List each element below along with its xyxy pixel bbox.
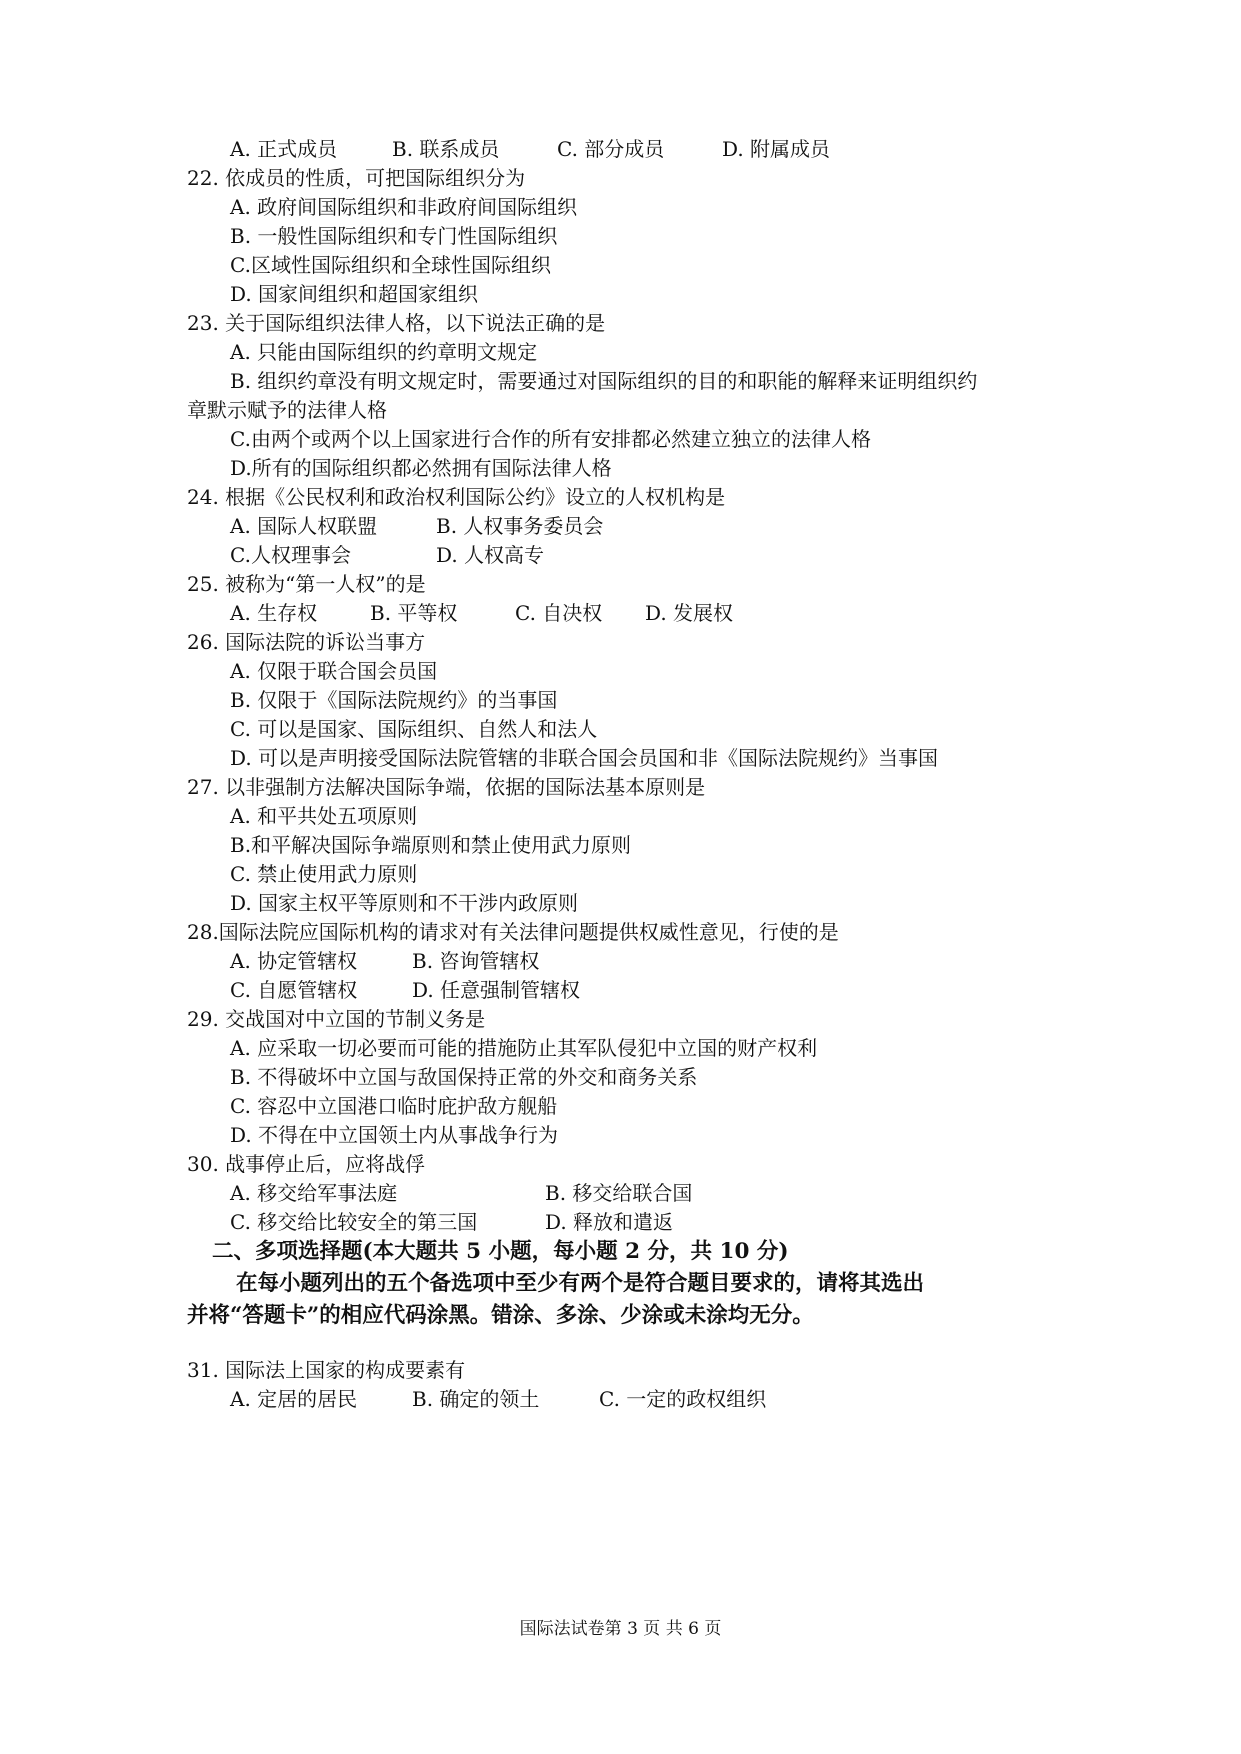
q21-option-b: B. 联系成员 (392, 137, 500, 161)
q21-option-a: A. 正式成员 (230, 137, 338, 161)
page-footer: 国际法试卷第 3 页 共 6 页 (519, 1619, 722, 1639)
q22-option-c: C.区域性国际组织和全球性国际组织 (230, 253, 551, 277)
q30-option-a: A. 移交给军事法庭 (230, 1181, 398, 1205)
q22-option-a: A. 政府间国际组织和非政府间国际组织 (230, 195, 578, 219)
q24-option-b: B. 人权事务委员会 (436, 514, 604, 538)
q23-option-d: D.所有的国际组织都必然拥有国际法律人格 (230, 456, 612, 480)
q22-option-d: D. 国家间组织和超国家组织 (230, 282, 479, 306)
q21-option-c: C. 部分成员 (557, 137, 665, 161)
q30-option-b: B. 移交给联合国 (545, 1181, 693, 1205)
q21-option-d: D. 附属成员 (722, 137, 831, 161)
q24-option-a: A. 国际人权联盟 (230, 514, 378, 538)
q27-stem: 27. 以非强制方法解决国际争端，依据的国际法基本原则是 (187, 775, 706, 799)
q24-stem: 24. 根据《公民权利和政治权利国际公约》设立的人权机构是 (187, 485, 726, 509)
q24-option-c: C.人权理事会 (230, 543, 351, 567)
q27-option-d: D. 国家主权平等原则和不干涉内政原则 (230, 891, 579, 915)
q29-option-d: D. 不得在中立国领土内从事战争行为 (230, 1123, 559, 1147)
q29-option-b: B. 不得破坏中立国与敌国保持正常的外交和商务关系 (230, 1065, 698, 1089)
q30-stem: 30. 战事停止后，应将战俘 (187, 1152, 426, 1176)
q28-option-d: D. 任意强制管辖权 (412, 978, 581, 1002)
q28-stem: 28.国际法院应国际机构的请求对有关法律问题提供权威性意见，行使的是 (187, 920, 839, 944)
q25-option-d: D. 发展权 (645, 601, 734, 625)
q25-stem: 25. 被称为“第一人权”的是 (187, 572, 426, 596)
section-2-instruction-line-2: 并将“答题卡”的相应代码涂黑。错涂、多涂、少涂或未涂均无分。 (187, 1303, 814, 1328)
q28-option-b: B. 咨询管辖权 (412, 949, 540, 973)
q31-option-a: A. 定居的居民 (230, 1387, 358, 1411)
q29-option-a: A. 应采取一切必要而可能的措施防止其军队侵犯中立国的财产权利 (230, 1036, 818, 1060)
q26-option-d: D. 可以是声明接受国际法院管辖的非联合国会员国和非《国际法院规约》当事国 (230, 746, 939, 770)
q23-stem: 23. 关于国际组织法律人格，以下说法正确的是 (187, 311, 606, 335)
section-2-instruction-line-1: 在每小题列出的五个备选项中至少有两个是符合题目要求的，请将其选出 (236, 1271, 925, 1296)
q29-stem: 29. 交战国对中立国的节制义务是 (187, 1007, 486, 1031)
q30-option-d: D. 释放和遣返 (545, 1210, 674, 1234)
q26-option-a: A. 仅限于联合国会员国 (230, 659, 438, 683)
q28-option-a: A. 协定管辖权 (230, 949, 358, 973)
q25-option-b: B. 平等权 (370, 601, 458, 625)
q29-option-c: C. 容忍中立国港口临时庇护敌方舰船 (230, 1094, 558, 1118)
q23-option-a: A. 只能由国际组织的约章明文规定 (230, 340, 538, 364)
q22-option-b: B. 一般性国际组织和专门性国际组织 (230, 224, 558, 248)
q27-option-a: A. 和平共处五项原则 (230, 804, 418, 828)
q28-option-c: C. 自愿管辖权 (230, 978, 358, 1002)
q22-stem: 22. 依成员的性质，可把国际组织分为 (187, 166, 526, 190)
q30-option-c: C. 移交给比较安全的第三国 (230, 1210, 478, 1234)
q31-option-c: C. 一定的政权组织 (599, 1387, 767, 1411)
q27-option-b: B.和平解决国际争端原则和禁止使用武力原则 (230, 833, 632, 857)
q31-option-b: B. 确定的领土 (412, 1387, 540, 1411)
q26-stem: 26. 国际法院的诉讼当事方 (187, 630, 426, 654)
q27-option-c: C. 禁止使用武力原则 (230, 862, 418, 886)
q25-option-c: C. 自决权 (515, 601, 603, 625)
q24-option-d: D. 人权高专 (436, 543, 545, 567)
q23-option-b-continued: 章默示赋予的法律人格 (187, 398, 387, 422)
q23-option-c: C.由两个或两个以上国家进行合作的所有安排都必然建立独立的法律人格 (230, 427, 871, 451)
q23-option-b: B. 组织约章没有明文规定时，需要通过对国际组织的目的和职能的解释来证明组织约 (230, 369, 978, 393)
q31-stem: 31. 国际法上国家的构成要素有 (187, 1358, 466, 1382)
q26-option-b: B. 仅限于《国际法院规约》的当事国 (230, 688, 558, 712)
q26-option-c: C. 可以是国家、国际组织、自然人和法人 (230, 717, 598, 741)
section-2-heading: 二、多项选择题(本大题共 5 小题，每小题 2 分，共 10 分) (212, 1239, 789, 1264)
q25-option-a: A. 生存权 (230, 601, 318, 625)
